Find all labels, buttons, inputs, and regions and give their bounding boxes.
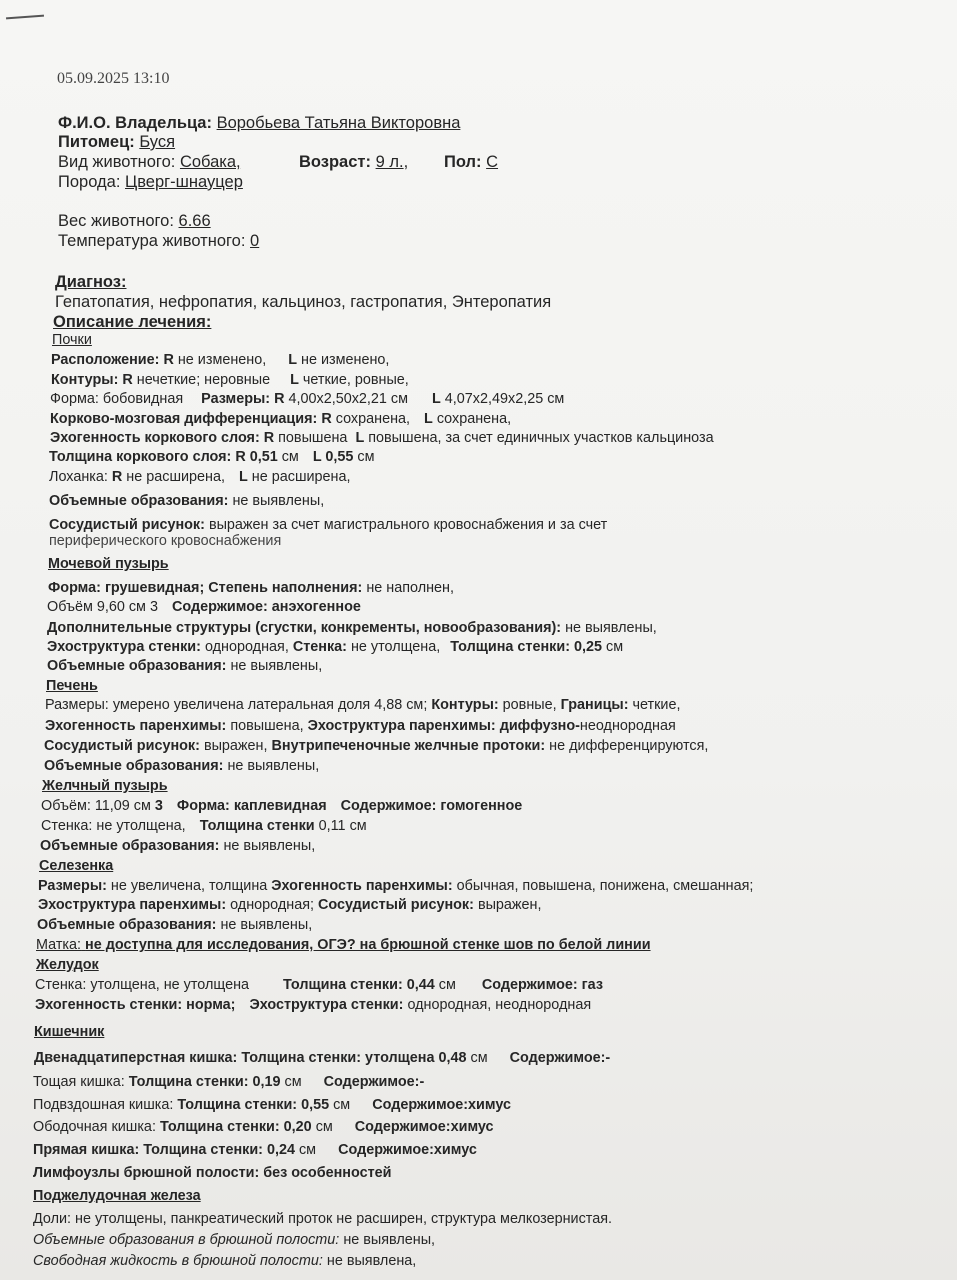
field-value: повышена <box>278 430 348 446</box>
sex-label: Пол: <box>444 153 482 171</box>
field-value: Содержимое:химус <box>354 1119 494 1135</box>
field-value: Толщина стенки: 0,24 <box>143 1142 295 1158</box>
right-marker: R <box>163 352 174 368</box>
field-label: Форма: <box>50 391 99 407</box>
left-marker: L <box>424 411 433 427</box>
field-value: Содержимое: газ <box>481 977 604 993</box>
field-label: Сосудистый рисунок: <box>44 738 200 754</box>
field-value: 4,07х2,49х2,25 см <box>444 391 565 407</box>
field-label: Доли: <box>33 1211 72 1227</box>
field-value: бобовидная <box>102 391 184 407</box>
field-value: однородная, неоднородная <box>407 997 592 1013</box>
field-label: Эхогенность коркового слоя: <box>50 430 260 446</box>
field-value: 11,09 см <box>94 798 151 814</box>
age-value: 9 л. <box>375 153 404 171</box>
species-label: Вид животного: <box>58 153 176 171</box>
field-value: повышена, <box>230 718 304 734</box>
field-label: Дополнительные структуры (сгустки, конкременты, новообразования): <box>47 620 562 636</box>
field-value: Толщина стенки: 0,20 <box>159 1119 312 1135</box>
spleen-size <box>38 877 753 895</box>
field-label: Прямая кишка: <box>33 1142 140 1158</box>
spleen-masses <box>37 916 312 934</box>
field-value: не выявлены, <box>232 493 325 509</box>
field-value: Форма: каплевидная <box>176 798 327 814</box>
field-value: не выявлены, <box>230 658 323 674</box>
field-value: 4,00х2,50х2,21 см <box>288 391 408 407</box>
temperature-value: 0 <box>250 232 260 250</box>
unit: см <box>606 639 624 655</box>
field-value: Содержимое:- <box>323 1074 425 1090</box>
field-value: выражен, <box>477 897 542 913</box>
breed-label: Порода: <box>58 173 121 191</box>
field-value: не выявлены, <box>343 1232 436 1248</box>
field-value: грушевидная; <box>104 580 205 596</box>
ileum-row <box>33 1096 511 1114</box>
field-value: не изменено, <box>301 352 390 368</box>
field-label: Размеры: <box>201 391 271 407</box>
field-value: 0,11 см <box>318 818 367 834</box>
field-value: не расширена, <box>126 469 225 485</box>
field-value: Толщина стенки: 0,55 <box>177 1097 330 1113</box>
age-label: Возраст: <box>299 153 371 171</box>
field-label: Свободная жидкость в брюшной полости: <box>33 1253 323 1269</box>
kidneys-cortex-thickness <box>49 448 374 466</box>
species-row <box>58 152 241 172</box>
right-marker: R <box>263 430 275 446</box>
field-value: не выявлены, <box>223 838 316 854</box>
unit: см <box>333 1097 351 1113</box>
field-label: Форма: <box>48 580 101 596</box>
unit: см <box>298 1142 317 1158</box>
field-label: Лоханка: <box>49 469 108 485</box>
field-label: Стенка: <box>292 639 347 655</box>
field-label: Сосудистый рисунок: <box>318 897 474 913</box>
rectum-row <box>33 1141 477 1159</box>
field-value: Содержимое:химус <box>372 1097 511 1113</box>
left-marker: L <box>355 430 365 446</box>
field-label: Границы: <box>560 697 629 713</box>
age-row <box>299 152 408 172</box>
weight-label: Вес животного: <box>58 212 174 230</box>
field-value: нечеткие; неровные <box>136 372 271 388</box>
field-label: Сосудистый рисунок: <box>49 517 205 533</box>
diagnosis-title: Диагноз: <box>55 273 127 291</box>
stomach-title: Желудок <box>36 957 99 973</box>
kidneys-masses <box>49 492 324 510</box>
field-value: не утолщены, панкреатический проток не расширен, структура мелкозернистая. <box>75 1211 613 1227</box>
left-marker: L <box>288 352 298 368</box>
field-label: Контуры: <box>431 697 499 713</box>
bladder-wall <box>47 638 623 656</box>
field-value: Содержимое:- <box>509 1050 611 1066</box>
field-value: не увеличена, толщина <box>110 878 268 894</box>
field-value: не расширена, <box>251 469 351 485</box>
weight-row <box>58 211 211 231</box>
kidneys-title: Почки <box>52 332 92 348</box>
field-value: утолщена, не утолщена <box>90 977 250 993</box>
owner-row <box>58 113 460 133</box>
field-label: Объемные образования: <box>44 758 224 774</box>
field-label: Эхоструктура стенки: <box>249 997 404 1013</box>
left-marker: L <box>239 469 248 485</box>
field-value: сохранена, <box>335 411 411 427</box>
field-label: Объемные образования: <box>40 838 220 854</box>
bladder-extra <box>47 619 657 637</box>
owner-label: Ф.И.О. Владельца: <box>58 114 212 132</box>
gallbladder-volume <box>41 797 522 815</box>
field-value: однородная; <box>230 897 314 913</box>
field-value: неоднородная <box>579 718 676 734</box>
field-value: 0,25 <box>574 639 603 655</box>
field-value: не утолщена, <box>96 818 186 834</box>
field-label: Объемные образования: <box>37 917 217 933</box>
kidneys-vascular-cont: периферического кровоснабжения <box>49 533 282 549</box>
left-marker: L <box>432 391 441 407</box>
gallbladder-wall <box>41 817 367 835</box>
field-value: не выявлены, <box>565 620 657 636</box>
field-value: не доступна для исследования, ОГЭ? на брюшной стенке шов по белой линии <box>85 937 651 953</box>
field-value: не утолщена, <box>350 639 441 655</box>
field-value: четкие, ровные, <box>302 372 409 388</box>
right-value: R 0,51 <box>235 449 278 465</box>
diagnosis-text: Гепатопатия, нефропатия, кальциноз, гастропатия, Энтеропатия <box>55 293 552 311</box>
uterus-row <box>36 936 651 954</box>
field-label: Эхогенность паренхимы: <box>45 718 227 734</box>
field-label: Стенка: <box>35 977 87 993</box>
liver-masses <box>44 757 319 775</box>
right-marker: R <box>321 411 332 427</box>
field-label: Матка: <box>36 937 82 953</box>
sex-row <box>444 152 498 172</box>
kidneys-contours <box>51 371 409 389</box>
field-label: Контуры: <box>51 372 119 388</box>
field-value: четкие, <box>632 697 681 713</box>
field-value: не наполнен, <box>366 580 454 596</box>
kidneys-cortex-echo <box>50 429 714 447</box>
right-marker: R <box>111 469 123 485</box>
field-value: не дифференцируются, <box>549 738 709 754</box>
unit: см <box>470 1050 488 1066</box>
liver-title: Печень <box>46 678 98 694</box>
age-tail: , <box>403 153 409 171</box>
field-value: не выявлена, <box>326 1253 417 1269</box>
gallbladder-title: Желчный пузырь <box>42 778 168 794</box>
field-label: Объемные образования: <box>47 658 227 674</box>
field-label: Объём: <box>41 798 91 814</box>
jejunum-row <box>33 1073 424 1091</box>
field-label: Эхогенность паренхимы: <box>271 878 453 894</box>
field-label: Толщина стенки: 0,44 <box>283 977 435 993</box>
intestine-title: Кишечник <box>34 1024 105 1040</box>
unit: см <box>438 977 456 993</box>
duodenum-row <box>34 1049 610 1067</box>
pet-value: Буся <box>139 133 176 151</box>
pet-row <box>58 132 175 152</box>
field-label: Корково-мозговая дифференциация: <box>50 411 318 427</box>
left-marker: L <box>290 372 299 388</box>
field-value: сохранена, <box>436 411 512 427</box>
field-label: Толщина стенки: <box>450 639 570 655</box>
pancreas-fluid <box>33 1252 416 1270</box>
field-label: Эхоструктура паренхимы: <box>38 897 227 913</box>
stomach-wall <box>35 976 603 994</box>
bladder-volume <box>47 598 361 616</box>
spleen-title: Селезенка <box>39 858 114 874</box>
field-value: не выявлены, <box>227 758 320 774</box>
bladder-masses <box>47 657 322 675</box>
field-value: повышена, за счет единичных участков кальциноза <box>368 430 714 446</box>
unit: см <box>315 1119 333 1135</box>
bladder-shape <box>48 579 454 597</box>
field-value: однородная, <box>204 639 289 655</box>
gallbladder-masses <box>40 837 315 855</box>
kidneys-cortex-diff <box>50 410 511 428</box>
spleen-struct <box>38 896 542 914</box>
treatment-title: Описание лечения: <box>53 313 212 331</box>
field-label: Размеры: <box>45 697 109 713</box>
sex-value: С <box>486 153 499 171</box>
field-label: Содержимое: <box>171 599 268 615</box>
breed-value: Цверг-шнауцер <box>125 173 243 191</box>
field-label: Эхоструктура паренхимы: диффузно- <box>307 718 580 734</box>
liver-size <box>45 696 680 714</box>
field-value: ровные, <box>502 697 557 713</box>
species-value: Собака, <box>179 153 241 171</box>
field-label: Объемные образования в брюшной полости: <box>33 1232 340 1248</box>
field-label: Эхоструктура стенки: <box>47 639 201 655</box>
unit: см <box>284 1074 302 1090</box>
field-value: умерено увеличена латеральная доля 4,88 см; <box>112 697 428 713</box>
field-label: Внутрипеченочные желчные протоки: <box>271 738 546 754</box>
unit: см <box>357 449 375 465</box>
pen-mark <box>6 15 44 20</box>
liver-echo <box>45 717 676 735</box>
unit: см <box>281 449 299 465</box>
field-label: Объемные образования: <box>49 493 229 509</box>
field-value: 9,60 см 3 <box>96 599 158 615</box>
pet-label: Питомец: <box>58 133 135 151</box>
pancreas-title: Поджелудочная железа <box>33 1188 201 1204</box>
liver-vascular <box>44 737 708 755</box>
report-date: 05.09.2025 13:10 <box>57 70 170 87</box>
field-value: не изменено, <box>177 352 267 368</box>
breed-row <box>58 172 243 192</box>
pancreas-lobes <box>33 1210 612 1228</box>
field-value: Толщина стенки: 0,19 <box>128 1074 281 1090</box>
field-label: Степень наполнения: <box>208 580 363 596</box>
kidneys-position <box>51 351 389 369</box>
bladder-title: Мочевой пузырь <box>48 556 169 572</box>
field-label: Размеры: <box>38 878 107 894</box>
colon-row <box>33 1118 494 1136</box>
lymph-row: Лимфоузлы брюшной полости: без особенностей <box>33 1165 392 1181</box>
field-label: Эхогенность стенки: норма; <box>35 997 236 1013</box>
field-value: Содержимое: гомогенное <box>340 798 523 814</box>
unit-power: 3 <box>154 798 163 814</box>
field-value: выражен, <box>203 738 268 754</box>
pancreas-masses <box>33 1231 435 1249</box>
right-marker: R <box>274 391 285 407</box>
field-label: Стенка: <box>41 818 93 834</box>
field-label: Тощая кишка: <box>33 1074 125 1090</box>
field-value: анэхогенное <box>271 599 361 615</box>
field-label: Расположение: <box>51 352 160 368</box>
left-value: L 0,55 <box>312 449 354 465</box>
field-label: Толщина стенки <box>199 818 315 834</box>
owner-value: Воробьева Татьяна Викторовна <box>216 114 461 132</box>
stomach-echo <box>35 996 591 1014</box>
right-marker: R <box>122 372 133 388</box>
field-label: Ободочная кишка: <box>33 1119 156 1135</box>
temperature-label: Температура животного: <box>58 232 246 250</box>
field-value: не выявлены, <box>220 917 313 933</box>
field-value: выражен за счет магистрального кровоснабжения и за счет <box>208 517 608 533</box>
field-label: Толщина коркового слоя: <box>49 449 232 465</box>
temperature-row <box>58 231 259 251</box>
weight-value: 6.66 <box>178 212 211 230</box>
field-label: Подвздошная кишка: <box>33 1097 174 1113</box>
field-value: Содержимое:химус <box>338 1142 477 1158</box>
field-label: Объём <box>47 599 93 615</box>
field-label: Двенадцатиперстная кишка: Толщина стенки: утолщена 0,48 <box>34 1050 467 1066</box>
field-value: обычная, повышена, понижена, смешанная; <box>456 878 754 894</box>
kidneys-pelvis <box>49 468 351 486</box>
kidneys-shape <box>50 390 564 408</box>
